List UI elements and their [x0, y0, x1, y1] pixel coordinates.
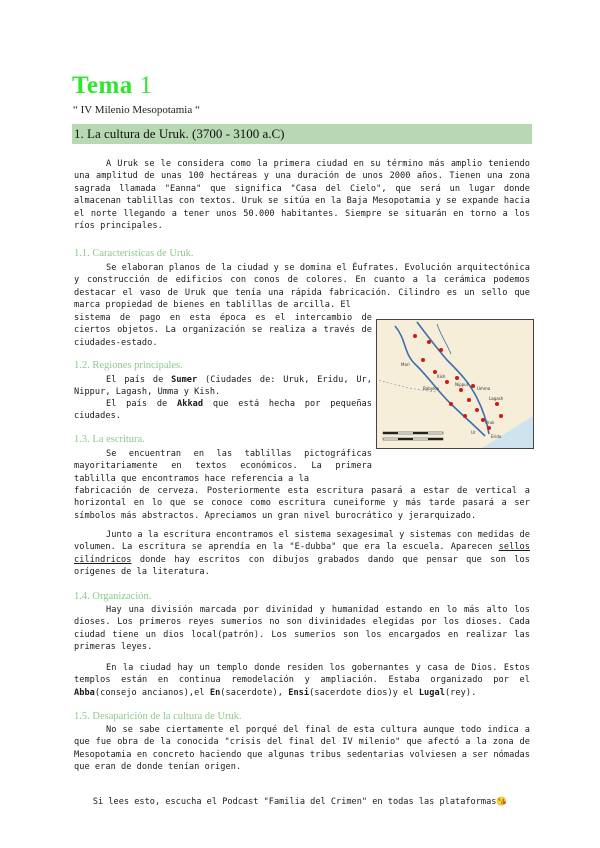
- regiones-akkad: El país de Akkad que está hecha por pequeñas ciudades.: [74, 399, 372, 422]
- escritura-paragraph: Se encuentran en las tablillas pictográficas mayoritariamente en textos económicos. La primera tablilla que encontramos hace referencia a la: [74, 449, 372, 484]
- label-ur: Ur: [471, 430, 476, 435]
- caracteristicas-paragraph-cont: sistema de pago en esta época es el intercambio de ciertos objetos. La organización se realiza a través de ciudades-estado.: [74, 313, 372, 348]
- label-lagash: Lagash: [489, 396, 504, 401]
- mesopotamia-map: [376, 319, 534, 449]
- label-umma: Umma: [477, 386, 491, 391]
- caracteristicas-paragraph: Se elaboran planos de la ciudad y se domina el Éufrates. Evolución arquitectónica y construcción de edificios con conos de colores. En cuanto a la cerámica podemos destacar el vaso de Uruk que tenía una rápida fabricación. Cilindro es un sello que marca propiedad de bienes en tablillas de arcilla. El: [74, 263, 530, 311]
- section-heading: 1. La cultura de Uruk. (3700 - 3100 a.C): [72, 124, 532, 144]
- subtitle: “ IV Milenio Mesopotamia “: [73, 104, 200, 116]
- sexagesimal-paragraph: Junto a la escritura encontramos el sistema sexagesimal y sistemas con medidas de volumen. La escritura se aprendía en la "E-dubba" que era la escuela. Aparecen sellos cilíndricos donde hay escritos con dibujos grabados dando que pensar que son los orígenes de la literatura.: [74, 530, 530, 578]
- page-title: Tema 1: [72, 72, 153, 99]
- heading-organizacion: 1.4. Organización.: [74, 591, 152, 602]
- heading-escritura: 1.3. La escritura.: [74, 434, 145, 445]
- organizacion-paragraph: Hay una división marcada por divinidad y humanidad estando en lo más alto los dioses. Los primeros reyes sumerios no son divinidades elegidas por los dioses. Cada ciudad tiene un dios local(patrón). Los sumerios son los encargados en realizar las primeras leyes.: [74, 605, 530, 653]
- footer-note: Si lees esto, escucha el Podcast "Familia del Crimen" en todas las plataformas😘: [92, 797, 508, 807]
- intro-paragraph: A Uruk se le considera como la primera ciudad en su término más amplio teniendo una amplitud de unas 100 hectáreas y una duración de unos 2000 años. Tienen una zona sagrada llamada "Eanna" que significa "Casa del Cielo", que será un lugar donde almacenan tablillas con textos. Uruk se sitúa en la Baja Mesopotamia y se expande hacia el norte llegando a tener unos 50.000 habitantes. Siempre se situarán en torno a los ríos principales.: [74, 159, 530, 232]
- label-kish: Kish: [437, 374, 446, 379]
- heading-caracteristicas: 1.1. Características de Uruk.: [74, 248, 194, 259]
- desaparicion-paragraph: No se sabe ciertamente el porqué del final de esta cultura aunque todo indica a que fue obra de la conocida "crisis del final del IV milenio" que afectó a la zona de Mesopotamia en concreto haciendo que algunas tribus sedentarias volviesen a ser nómadas que eran de donde tenían origen.: [74, 725, 530, 773]
- heading-regiones: 1.2. Regiones principales.: [74, 360, 183, 371]
- label-eridu: Eridu: [491, 434, 502, 439]
- heading-desaparicion: 1.5. Desaparición de la cultura de Uruk.: [74, 711, 242, 722]
- label-mari: Mari: [401, 362, 410, 367]
- escritura-paragraph-cont: fabricación de cerveza. Posteriormente esta escritura pasará a estar de vertical a horizontal en lo que se conoce como escritura cuneiforme y más tarde pasará a ser símbolos más abstractos. Apreciamos un gran nivel burocrático y jerarquizado.: [74, 486, 530, 521]
- label-nippur: Nippur: [455, 382, 469, 387]
- regiones-sumer: El país de Sumer (Ciudades de: Uruk, Eridu, Ur, Nippur, Lagash, Umma y Kish.: [74, 375, 372, 398]
- map-svg: [377, 320, 533, 448]
- templo-paragraph: En la ciudad hay un templo donde residen los gobernantes y casa de Dios. Estos templos están en continua remodelación y ampliación. Estaba organizado por el Abba(consejo ancianos),el En(sacerdote), Ensi(sacerdote dios)y el Lugal(rey).: [74, 663, 530, 698]
- label-babylon: Babylon: [423, 386, 440, 391]
- label-uruk: Uruk: [485, 420, 495, 425]
